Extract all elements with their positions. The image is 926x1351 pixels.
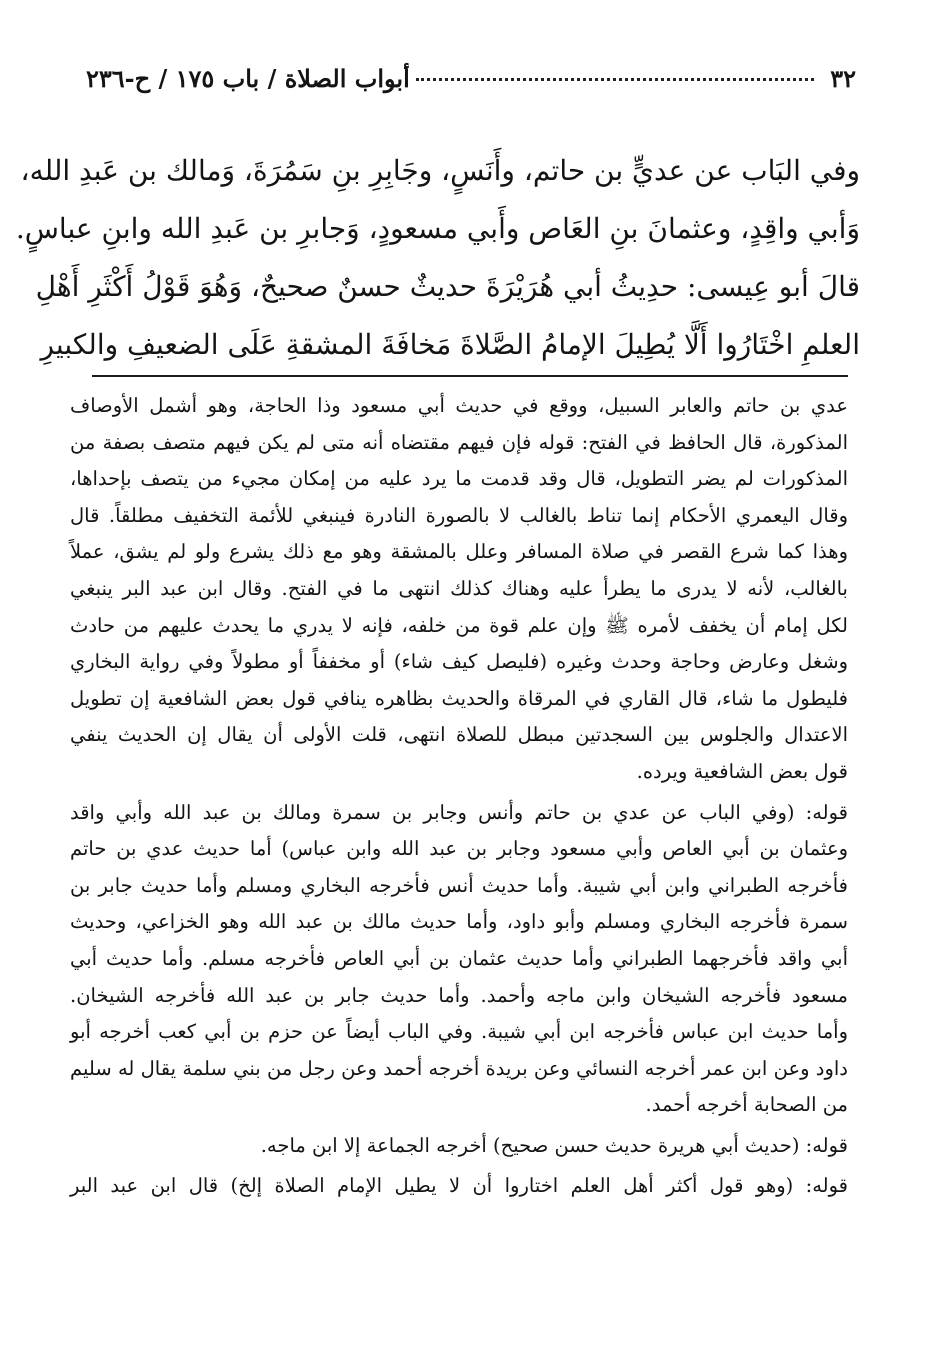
commentary-line: بالغالب، لأنه لا يدرى ما يطرأ عليه وهناك كذلك انتهى ما في الفتح. وقال ابن عبد البر ينبغي [70,576,848,600]
commentary-line: أبي واقد فأخرجهما الطبراني وأما حديث عثمان بن أبي العاص فأخرجه مسلم. وأما حديث أبي [70,946,848,970]
commentary-line: قوله: (وفي الباب عن عدي بن حاتم وأنس وجابر بن سمرة ومالك بن عبد الله وأبي واقد [70,800,848,824]
commentary-line: سمرة فأخرجه البخاري ومسلم وأبو داود، وأما حديث مالك بن عبد الله وهو الخزاعي، وحديث [70,910,848,934]
main-line: وفي البَاب عن عديٍّ بن حاتم، وأَنَسٍ، وجَابِرِ بنِ سَمُرَةَ، وَمالك بن عَبدِ الله، [20,154,860,187]
main-line: وَأبي واقِدٍ، وعثمانَ بنِ العَاص وأَبي مسعودٍ، وَجابرِ بن عَبدِ الله وابنِ عباسٍ. [15,212,860,245]
commentary-paragraph [70,1168,848,1205]
commentary-line: لكل إمام أن يخفف لأمره ﷺ وإن علم قوة من خلفه، فإنه لا يدري ما يحدث عليهم من حادث [70,613,848,637]
running-title: أبواب الصلاة / باب ١٧٥ / ح-٢٣٦ [86,64,410,93]
commentary-line: قوله: (حديث أبي هريرة حديث حسن صحيح) أخرجه الجماعة إلا ابن ماجه. [260,1133,848,1157]
commentary-line: قوله: (وهو قول أكثر أهل العلم اختاروا أن لا يطيل الإمام الصلاة إلخ) قال ابن عبد البر [70,1174,848,1198]
commentary-line: عدي بن حاتم والعابر السبيل، ووقع في حديث أبي مسعود وذا الحاجة، وهو أشمل الأوصاف [70,394,848,417]
commentary-paragraph [70,388,848,791]
separator-rule [92,375,848,377]
main-line: العلمِ اخْتَارُوا أَلَّا يُطِيلَ الإمامُ الصَّلاةَ مَخافَةَ المشقةِ عَلَى الضعيفِ والكبيرِ [40,328,860,361]
commentary-line: مسعود فأخرجه الشيخان وابن ماجه وأحمد. وأما حديث جابر بن عبد الله فأخرجه الشيخان. [70,983,848,1007]
commentary-line: المذكورة، قال الحافظ في الفتح: قوله فإن فيهم مقتضاه أنه متى لم يكن فيهم متصف بصفة من [70,430,848,454]
commentary-paragraph [70,1128,848,1165]
dotted-leader [416,78,814,81]
commentary-line: وأما حديث ابن عباس فأخرجه ابن أبي شيبة. وفي الباب أيضاً عن حزم بن أبي كعب أخرجه أبو [70,1020,848,1044]
hadith-text [15,142,860,374]
commentary-line: فأخرجه الطبراني وابن أبي شيبة. وأما حديث أنس فأخرجه البخاري ومسلم وأما حديث جابر بن [70,873,848,897]
commentary [70,388,848,1205]
commentary-line: من الصحابة أخرجه أحمد. [645,1093,848,1117]
commentary-line: وهذا كما شرع القصر في صلاة المسافر وعلل بالمشقة وهو مع ذلك يشرع ولو لم يشق، عملاً [70,540,848,564]
main-line: قالَ أبو عِيسى: حدِيثُ أبي هُرَيْرَةَ حديثٌ حسنٌ صحيحٌ، وَهُوَ قَوْلُ أَكْثَرِ أَهْلِ [35,270,860,303]
page-header [86,64,856,104]
page-number: ٣٢ [830,64,856,93]
commentary-line: داود وعن ابن عمر أخرجه النسائي وعن بريدة أخرجه أحمد وعن رجل من بني سلمة يقال له سليم [70,1056,848,1080]
commentary-line: قول بعض الشافعية ويرده. [636,759,848,783]
commentary-line: فليطول ما شاء، قال القاري في المرقاة والحديث بظاهره ينافي قول بعض الشافعية إن تطويل [70,686,848,710]
commentary-paragraph [70,795,848,1124]
commentary-line: وعثمان بن أبي العاص وأبي مسعود وجابر بن عبد الله وابن عباس) أما حديث عدي بن حاتم [70,837,848,861]
commentary-line: الاعتدال والجلوس بين السجدتين مبطل للصلاة انتهى، قلت الأولى أن يقال إن الحديث ينفي [70,723,848,747]
commentary-line: وشغل وعارض وحاجة وحدث وغيره (فليصل كيف شاء) أو مخففاً أو مطولاً وفي رواية البخاري [70,650,848,674]
commentary-line: وقال اليعمري الأحكام إنما تناط بالغالب لا بالصورة النادرة فينبغي للأئمة التخفيف مطلقاً. قال [70,503,848,527]
commentary-line: المذكورات لم يضر التطويل، قال وقد قدمت ما يرد عليه من إمكان مجيء من يتصف بإحداها، [70,467,848,491]
